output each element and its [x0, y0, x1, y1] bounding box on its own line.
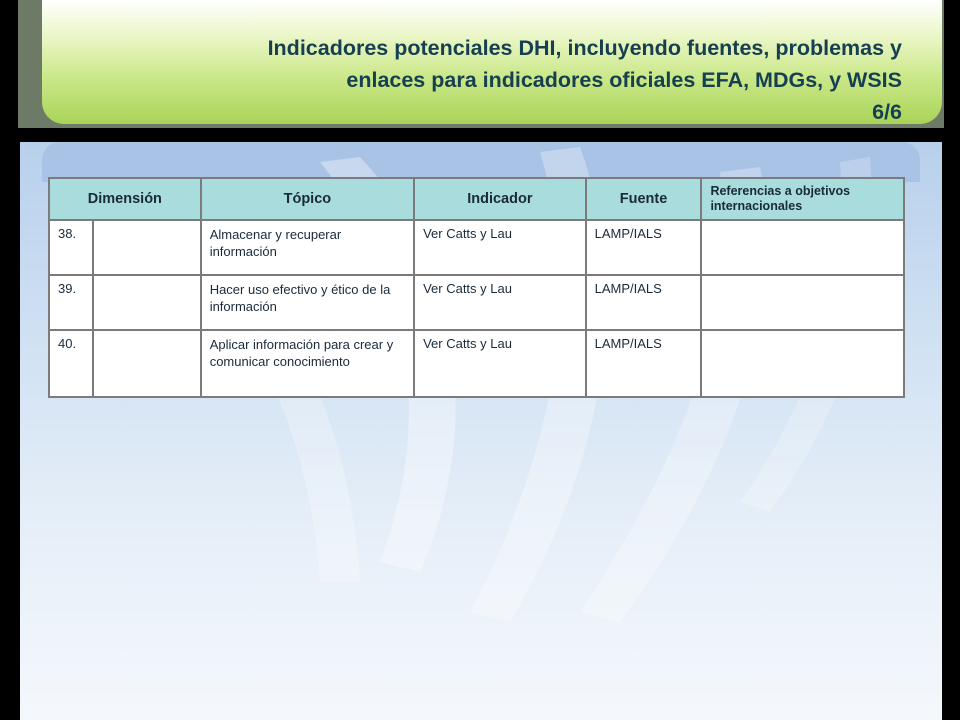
row-number: 40. — [49, 330, 93, 397]
header-source: Fuente — [586, 178, 702, 220]
table-row — [49, 220, 904, 275]
row-number: 38. — [49, 220, 93, 275]
title-line-2: enlaces para indicadores oficiales EFA, MDGs, y WSIS — [346, 68, 902, 92]
table-row — [49, 330, 904, 397]
title-line-3: 6/6 — [872, 100, 902, 124]
row-source: LAMP/IALS — [586, 330, 702, 397]
row-dimension — [93, 275, 201, 330]
row-references — [701, 275, 904, 330]
table-row — [49, 275, 904, 330]
row-dimension — [93, 220, 201, 275]
row-source: LAMP/IALS — [586, 220, 702, 275]
row-source: LAMP/IALS — [586, 275, 702, 330]
row-dimension — [93, 330, 201, 397]
title-banner — [42, 0, 942, 124]
title-line-1: Indicadores potenciales DHI, incluyendo fuentes, problemas y — [267, 36, 902, 60]
row-indicator: Ver Catts y Lau — [414, 275, 586, 330]
row-references — [701, 220, 904, 275]
slide-title — [82, 32, 902, 128]
table-header-row — [49, 178, 904, 220]
header-indicator: Indicador — [414, 178, 586, 220]
row-topic — [201, 275, 414, 330]
row-indicator: Ver Catts y Lau — [414, 220, 586, 275]
row-topic — [201, 330, 414, 397]
row-number: 39. — [49, 275, 93, 330]
header-dimension: Dimensión — [49, 178, 201, 220]
header-topic: Tópico — [201, 178, 414, 220]
row-topic-text: Hacer uso efectivo y ético de la información — [209, 282, 391, 314]
header-references: Referencias a objetivos internacionales — [701, 178, 904, 220]
indicators-table — [48, 177, 905, 398]
row-topic — [201, 220, 414, 275]
row-indicator: Ver Catts y Lau — [414, 330, 586, 397]
row-references — [701, 330, 904, 397]
row-topic-text: Almacenar y recuperar información — [209, 227, 342, 259]
row-topic-text: Aplicar información para crear y comunicar conocimiento — [209, 337, 394, 369]
